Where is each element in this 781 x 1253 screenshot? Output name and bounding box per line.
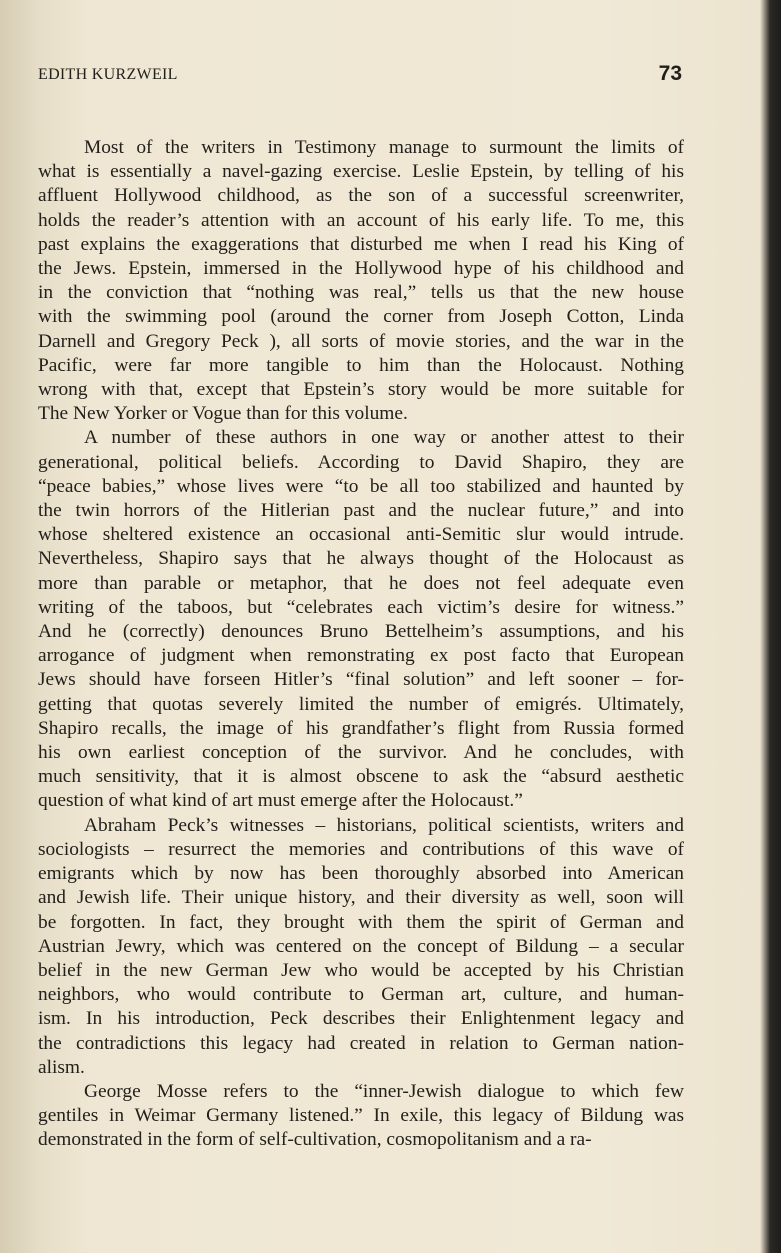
text-line: Pacific, were far more tangible to him than the Holocaust. Nothing [38,354,684,376]
text-line: A number of these authors in one way or another attest to their [84,427,684,449]
running-head: EDITH KURZWEIL [38,66,178,83]
text-line: question of what kind of art must emerge after the Holocaust.” [38,790,523,812]
text-line: belief in the new German Jew who would be accepted by his Christian [38,959,684,981]
text-line: in the conviction that “nothing was real,” tells us that the new house [38,282,684,304]
paragraph [38,426,684,813]
text-line: ism. In his introduction, Peck describes their Enlightenment legacy and [38,1008,684,1030]
page-number: 73 [658,62,682,85]
text-line: wrong with that, except that Epstein’s story would be more suitable for [38,379,684,401]
text-line: alism. [38,1056,85,1078]
text-line: much sensitivity, that it is almost obscene to ask the “absurd aesthetic [38,766,684,788]
text-line: demonstrated in the form of self-cultivation, cosmopolitanism and a ra- [38,1129,592,1151]
text-line: past explains the exaggerations that disturbed me when I read his King of [38,233,684,255]
text-line: sociologists – resurrect the memories and contributions of this wave of [38,838,684,860]
page-header [38,64,682,88]
text-line: getting that quotas severely limited the number of emigrés. Ultimately, [38,693,684,715]
text-line: Abraham Peck’s witnesses – historians, political scientists, writers and [84,814,684,836]
text-line: “peace babies,” whose lives were “to be all too stabilized and haunted by [38,475,684,497]
text-line: gentiles in Weimar Germany listened.” In exile, this legacy of Bildung was [38,1105,684,1127]
body-text [38,136,684,1153]
text-line: Jews should have forseen Hitler’s “final solution” and left sooner – for- [38,669,684,691]
text-line: writing of the taboos, but “celebrates each victim’s desire for witness.” [38,596,684,618]
text-line: the contradictions this legacy had created in relation to German nation- [38,1032,684,1054]
text-line: the Jews. Epstein, immersed in the Hollywood hype of his childhood and [38,258,684,280]
text-line: be forgotten. In fact, they brought with them the spirit of German and [38,911,684,933]
text-line: holds the reader’s attention with an account of his early life. To me, this [38,209,684,231]
text-line: And he (correctly) denounces Bruno Bettelheim’s assumptions, and his [38,621,684,643]
text-line: what is essentially a navel-gazing exercise. Leslie Epstein, by telling of his [38,161,684,183]
text-line: and Jewish life. Their unique history, and their diversity as well, soon will [38,887,684,909]
text-line: the twin horrors of the Hitlerian past and the nuclear future,” and into [38,500,684,522]
text-line: whose sheltered existence an occasional anti-Semitic slur would intrude. [38,524,684,546]
text-line: his own earliest conception of the survivor. And he concludes, with [38,742,684,764]
paragraph [38,136,684,426]
text-line: more than parable or metaphor, that he does not feel adequate even [38,572,684,594]
text-line: Austrian Jewry, which was centered on the concept of Bildung – a secular [38,935,684,957]
text-line: affluent Hollywood childhood, as the son of a successful screenwriter, [38,185,684,207]
text-line: Shapiro recalls, the image of his grandfather’s flight from Russia formed [38,717,684,739]
paragraph [38,814,684,1080]
text-line: Darnell and Gregory Peck ), all sorts of movie stories, and the war in the [38,330,684,352]
text-line: neighbors, who would contribute to German art, culture, and human- [38,984,684,1006]
text-line: Most of the writers in Testimony manage to surmount the limits of [84,137,684,158]
text-line: with the swimming pool (around the corner from Joseph Cotton, Linda [38,306,684,328]
text-line: George Mosse refers to the “inner-Jewish dialogue to which few [84,1080,684,1102]
text-line: arrogance of judgment when remonstrating ex post facto that European [38,645,684,667]
paragraph [38,1080,684,1153]
text-line: Nevertheless, Shapiro says that he always thought of the Holocaust as [38,548,684,570]
text-line: generational, political beliefs. According to David Shapiro, they are [38,451,684,473]
text-line: emigrants which by now has been thoroughly absorbed into American [38,863,684,885]
text-line: The New Yorker or Vogue than for this volume. [38,403,408,425]
